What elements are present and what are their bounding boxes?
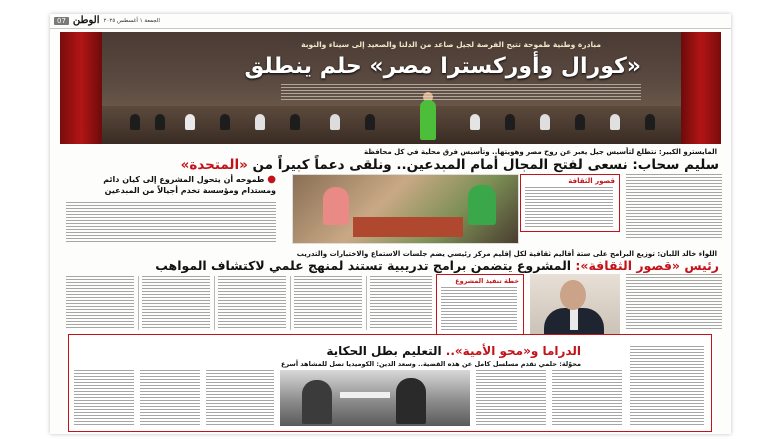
page-number: 07 xyxy=(54,17,69,25)
story-four-column xyxy=(476,370,546,426)
lead-kicker: مبادرة وطنية طموحة تتيح الفرصة لجيل صاعد من الدلتا والصعيد إلى سيناء والنوبة xyxy=(301,40,601,49)
musician-figure xyxy=(255,114,265,130)
stage-curtain-left xyxy=(60,32,102,144)
musician-figure xyxy=(185,114,195,130)
portrait-shirt xyxy=(570,308,578,330)
story-four-kicker: محوّلة: حلمي تقدم مسلسل كامل عن هذه القضية.. وسعد الدين: الكوميديا تصل للمشاهد أسرع xyxy=(280,360,581,368)
story-three-column xyxy=(218,276,286,330)
story-four-headline-main: التعليم بطل الحكاية xyxy=(326,344,442,358)
stage-curtain-right xyxy=(681,32,721,144)
story-four-column xyxy=(552,370,622,426)
bullet-icon: ● xyxy=(267,174,276,185)
story-three-factbox xyxy=(436,274,524,336)
musician-figure xyxy=(220,114,230,130)
musician-figure xyxy=(575,114,585,130)
factbox-text xyxy=(441,287,517,331)
story-four-column xyxy=(630,346,704,426)
story-four-photo xyxy=(280,370,470,426)
musician-figure xyxy=(130,114,140,130)
story-four-column xyxy=(74,370,134,426)
lead-photo xyxy=(60,32,721,144)
page-header xyxy=(54,15,160,26)
dateline: الجمعة ١ أغسطس ٢٠٢٥ xyxy=(103,17,160,24)
newspaper-page xyxy=(50,14,731,434)
photo-table xyxy=(353,217,463,237)
story-two-pullquote xyxy=(66,174,276,196)
story-two-headline-highlight: «المتحدة» xyxy=(180,157,248,173)
story-three-headline-main: المشروع يتضمن برامج تدريبية تستند لمنهج علمي لاكتشاف المواهب xyxy=(155,258,572,273)
story-three-column xyxy=(142,276,210,330)
factbox-title: خطة تنفيذ المشروع xyxy=(455,277,519,285)
newspaper-logo: الوطن xyxy=(72,15,100,26)
official-portrait xyxy=(530,274,620,338)
story-three-column xyxy=(66,276,134,330)
story-two-headline-main: سليم سحاب: نسعى لفتح المجال أمام المبدعين.. ونلقى دعماً كبيراً من xyxy=(252,157,719,173)
conductor-figure xyxy=(420,100,436,140)
musician-figure xyxy=(540,114,550,130)
story-two-column xyxy=(626,174,722,238)
story-two-kicker: المايسترو الكبير: نتطلع لتأسيس جيل يعبر عن روح مصر وهويتها.. وتأسيس فرق محلية في كل محافظة xyxy=(364,148,717,156)
story-three-headline-highlight: رئيس «قصور الثقافة»: xyxy=(575,258,719,273)
musician-figure xyxy=(290,114,300,130)
lead-headline: «كورال وأوركسترا مصر» حلم ينطلق xyxy=(244,54,641,79)
musician-figure xyxy=(505,114,515,130)
story-two-bullet: طموحه أن يتحول المشروع إلى كيان دائم ومستدام ومؤسسة تخدم أجيالاً من المبدعين xyxy=(103,175,276,195)
story-three-headline xyxy=(155,258,719,273)
sidebox-text xyxy=(525,187,613,227)
story-four-headline xyxy=(326,344,581,358)
column-rule xyxy=(290,276,291,330)
lead-deck-text xyxy=(281,84,641,100)
story-three-column xyxy=(370,276,432,330)
story-three-column xyxy=(294,276,362,330)
photo-person xyxy=(468,185,496,225)
story-two-headline xyxy=(181,157,719,173)
story-four-headline-highlight: الدراما و«محو الأمية».. xyxy=(445,344,581,358)
story-three-column xyxy=(626,274,722,330)
story-two-column xyxy=(66,202,276,242)
column-rule xyxy=(366,276,367,330)
portrait-face xyxy=(560,280,586,310)
story-two-sidebox xyxy=(520,174,620,232)
photo-caption-card xyxy=(340,392,390,398)
story-four-column xyxy=(140,370,200,426)
musician-figure xyxy=(365,114,375,130)
musician-figure xyxy=(645,114,655,130)
musician-figure xyxy=(470,114,480,130)
sidebox-title: قصور الثقافة xyxy=(568,177,615,185)
column-rule xyxy=(138,276,139,330)
musician-figure xyxy=(330,114,340,130)
photo-person xyxy=(302,380,332,424)
story-two-photo xyxy=(292,174,519,244)
story-four-column xyxy=(206,370,274,426)
photo-person xyxy=(396,378,426,424)
photo-person xyxy=(323,187,349,225)
musician-figure xyxy=(610,114,620,130)
story-three-kicker: اللواء خالد اللبان: توزيع البرامج على ستة أقاليم ثقافية لكل إقليم مركز رئيسي يضم جلسات الاستماع والاختبارات والتدريب xyxy=(296,250,717,258)
musician-figure xyxy=(155,114,165,130)
column-rule xyxy=(214,276,215,330)
